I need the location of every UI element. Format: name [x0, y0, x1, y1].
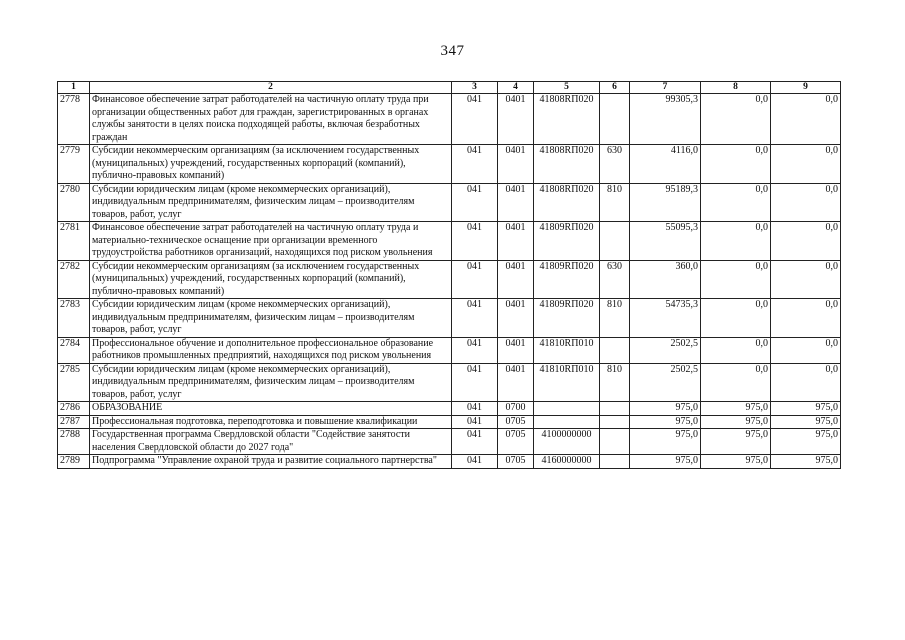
amount-col7: 54735,3 — [630, 299, 701, 338]
admin-code: 041 — [452, 299, 498, 338]
row-number: 2778 — [58, 94, 90, 145]
amount-col7: 4116,0 — [630, 145, 701, 184]
expense-type-code — [600, 337, 630, 363]
amount-col8: 975,0 — [701, 429, 771, 455]
table-row — [58, 299, 841, 338]
amount-col8: 0,0 — [701, 260, 771, 299]
admin-code: 041 — [452, 455, 498, 469]
target-code: 41810RП010 — [534, 337, 600, 363]
amount-col7: 55095,3 — [630, 222, 701, 261]
section-code: 0401 — [498, 260, 534, 299]
amount-col9: 0,0 — [771, 337, 841, 363]
section-code: 0705 — [498, 455, 534, 469]
amount-col8: 0,0 — [701, 299, 771, 338]
row-number: 2789 — [58, 455, 90, 469]
row-number: 2787 — [58, 415, 90, 429]
table-row — [58, 337, 841, 363]
column-header: 2 — [90, 82, 452, 94]
row-name: Субсидии юридическим лицам (кроме некоммерческих организаций), индивидуальным предпринимателям, физическим лицам – производителям товаров, работ, услуг — [90, 299, 452, 338]
table-body — [58, 94, 841, 469]
row-name: Финансовое обеспечение затрат работодателей на частичную оплату труда и материально-техническое оснащение при организации временного трудоустройства работников организаций, находящихся под риском увольнения — [90, 222, 452, 261]
amount-col8: 0,0 — [701, 337, 771, 363]
amount-col8: 0,0 — [701, 145, 771, 184]
row-number: 2782 — [58, 260, 90, 299]
table-row — [58, 145, 841, 184]
target-code — [534, 415, 600, 429]
row-name: Субсидии некоммерческим организациям (за исключением государственных (муниципальных) учреждений, государственных корпораций (компаний), публично-правовых компаний) — [90, 145, 452, 184]
expense-type-code: 810 — [600, 299, 630, 338]
column-header: 3 — [452, 82, 498, 94]
amount-col9: 0,0 — [771, 222, 841, 261]
amount-col7: 360,0 — [630, 260, 701, 299]
amount-col8: 975,0 — [701, 402, 771, 416]
amount-col8: 0,0 — [701, 183, 771, 222]
page-number: 347 — [440, 43, 465, 59]
target-code: 41808RП020 — [534, 94, 600, 145]
table-row — [58, 260, 841, 299]
amount-col9: 975,0 — [771, 415, 841, 429]
expense-type-code — [600, 402, 630, 416]
row-name: Субсидии юридическим лицам (кроме некоммерческих организаций), индивидуальным предпринимателям, физическим лицам – производителям товаров, работ, услуг — [90, 183, 452, 222]
amount-col7: 95189,3 — [630, 183, 701, 222]
amount-col9: 975,0 — [771, 402, 841, 416]
admin-code: 041 — [452, 402, 498, 416]
section-code: 0705 — [498, 415, 534, 429]
admin-code: 041 — [452, 415, 498, 429]
expense-type-code — [600, 455, 630, 469]
amount-col7: 975,0 — [630, 415, 701, 429]
section-code: 0401 — [498, 363, 534, 402]
row-number: 2780 — [58, 183, 90, 222]
column-header: 1 — [58, 82, 90, 94]
expense-type-code — [600, 222, 630, 261]
row-number: 2779 — [58, 145, 90, 184]
expense-type-code: 630 — [600, 145, 630, 184]
column-header: 8 — [701, 82, 771, 94]
table-row — [58, 363, 841, 402]
row-number: 2784 — [58, 337, 90, 363]
admin-code: 041 — [452, 429, 498, 455]
row-name: Подпрограмма "Управление охраной труда и развитие социального партнерства" — [90, 455, 452, 469]
section-code: 0705 — [498, 429, 534, 455]
target-code: 41809RП020 — [534, 222, 600, 261]
expense-type-code: 810 — [600, 183, 630, 222]
column-header: 9 — [771, 82, 841, 94]
admin-code: 041 — [452, 94, 498, 145]
amount-col9: 0,0 — [771, 363, 841, 402]
section-code: 0401 — [498, 337, 534, 363]
section-code: 0401 — [498, 183, 534, 222]
section-code: 0401 — [498, 145, 534, 184]
expense-type-code — [600, 415, 630, 429]
table-row — [58, 415, 841, 429]
row-number: 2781 — [58, 222, 90, 261]
row-name: Государственная программа Свердловской области "Содействие занятости населения Свердловской области до 2027 года" — [90, 429, 452, 455]
target-code: 41809RП020 — [534, 299, 600, 338]
table-row — [58, 183, 841, 222]
table-row — [58, 222, 841, 261]
admin-code: 041 — [452, 260, 498, 299]
target-code: 41808RП020 — [534, 145, 600, 184]
table-row — [58, 402, 841, 416]
amount-col7: 2502,5 — [630, 337, 701, 363]
expense-type-code: 810 — [600, 363, 630, 402]
row-number: 2788 — [58, 429, 90, 455]
target-code — [534, 402, 600, 416]
amount-col9: 0,0 — [771, 145, 841, 184]
admin-code: 041 — [452, 222, 498, 261]
amount-col9: 975,0 — [771, 455, 841, 469]
amount-col7: 975,0 — [630, 455, 701, 469]
section-code: 0700 — [498, 402, 534, 416]
admin-code: 041 — [452, 363, 498, 402]
target-code: 41808RП020 — [534, 183, 600, 222]
row-name: ОБРАЗОВАНИЕ — [90, 402, 452, 416]
row-number: 2786 — [58, 402, 90, 416]
row-name: Финансовое обеспечение затрат работодателей на частичную оплату труда при организации общественных работ для граждан, зарегистрированных в органах службы занятости в целях поиска подходящей работы, включая безработных граждан — [90, 94, 452, 145]
table-row — [58, 429, 841, 455]
amount-col8: 0,0 — [701, 222, 771, 261]
row-name: Профессиональное обучение и дополнительное профессиональное образование работников промышленных предприятий, находящихся под риском увольнения — [90, 337, 452, 363]
amount-col8: 0,0 — [701, 94, 771, 145]
amount-col7: 975,0 — [630, 402, 701, 416]
amount-col9: 0,0 — [771, 299, 841, 338]
target-code: 4160000000 — [534, 455, 600, 469]
amount-col9: 0,0 — [771, 260, 841, 299]
column-header: 6 — [600, 82, 630, 94]
section-code: 0401 — [498, 94, 534, 145]
amount-col9: 0,0 — [771, 94, 841, 145]
budget-table — [57, 81, 841, 469]
target-code: 4100000000 — [534, 429, 600, 455]
column-header: 5 — [534, 82, 600, 94]
admin-code: 041 — [452, 337, 498, 363]
target-code: 41810RП010 — [534, 363, 600, 402]
table-row — [58, 94, 841, 145]
expense-type-code — [600, 429, 630, 455]
row-name: Субсидии некоммерческим организациям (за исключением государственных (муниципальных) учреждений, государственных корпораций (компаний), публично-правовых компаний) — [90, 260, 452, 299]
row-number: 2785 — [58, 363, 90, 402]
row-name: Субсидии юридическим лицам (кроме некоммерческих организаций), индивидуальным предпринимателям, физическим лицам – производителям товаров, работ, услуг — [90, 363, 452, 402]
row-name: Профессиональная подготовка, переподготовка и повышение квалификации — [90, 415, 452, 429]
amount-col7: 2502,5 — [630, 363, 701, 402]
amount-col9: 975,0 — [771, 429, 841, 455]
amount-col7: 99305,3 — [630, 94, 701, 145]
amount-col7: 975,0 — [630, 429, 701, 455]
row-number: 2783 — [58, 299, 90, 338]
column-header: 4 — [498, 82, 534, 94]
target-code: 41809RП020 — [534, 260, 600, 299]
amount-col9: 0,0 — [771, 183, 841, 222]
amount-col8: 0,0 — [701, 363, 771, 402]
column-header: 7 — [630, 82, 701, 94]
amount-col8: 975,0 — [701, 415, 771, 429]
admin-code: 041 — [452, 145, 498, 184]
admin-code: 041 — [452, 183, 498, 222]
table-row — [58, 455, 841, 469]
header-row — [58, 82, 841, 94]
expense-type-code — [600, 94, 630, 145]
section-code: 0401 — [498, 222, 534, 261]
amount-col8: 975,0 — [701, 455, 771, 469]
section-code: 0401 — [498, 299, 534, 338]
expense-type-code: 630 — [600, 260, 630, 299]
